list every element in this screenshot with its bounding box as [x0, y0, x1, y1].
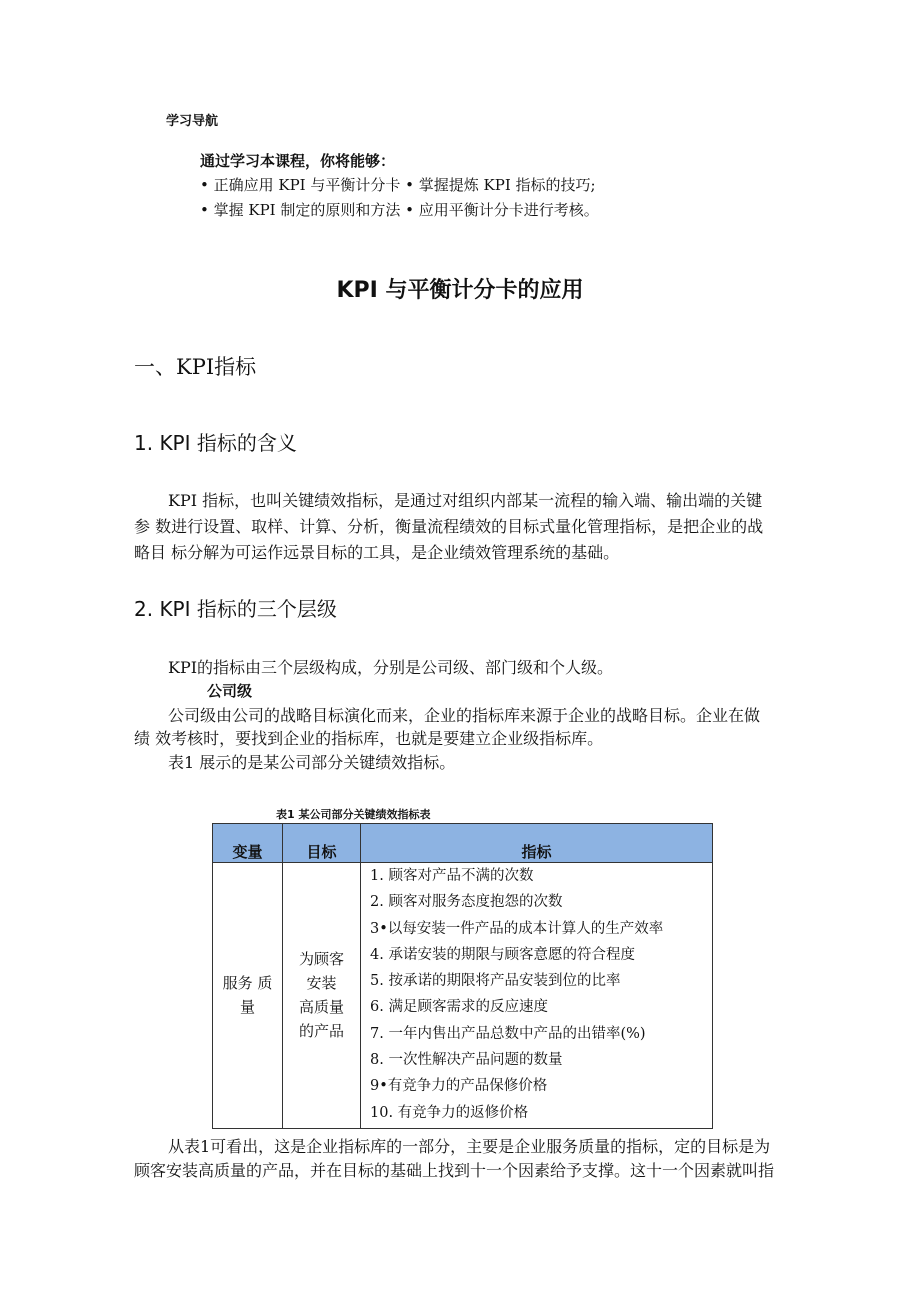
indicator-item: 4. 承诺安装的期限与顾客意愿的符合程度 — [370, 946, 635, 963]
column-header-indicator: 指标 — [361, 824, 713, 863]
definition-line: 参 数进行设置、取样、计算、分析，衡量流程绩效的目标式量化管理指标，是把企业的战 — [134, 517, 764, 536]
company-level-label: 公司级 — [207, 682, 253, 700]
target-line: 的产品 — [298, 1022, 344, 1041]
indicator-item: 1. 顾客对产品不满的次数 — [370, 868, 534, 884]
subsection-heading-definition: 1. KPI 指标的含义 — [134, 431, 297, 455]
indicator-item: 5. 按承诺的期限将产品安装到位的比率 — [370, 973, 621, 990]
indicator-item: 9•有竞争力的产品保修价格 — [370, 1078, 548, 1095]
indicator-item: 7. 一年内售出产品总数中产品的出错率(%) — [370, 1025, 646, 1042]
column-header-target: 目标 — [283, 824, 361, 863]
table-intro: 表1 展示的是某公司部分关键绩效指标。 — [168, 753, 456, 772]
document-title: KPI 与平衡计分卡的应用 — [336, 278, 584, 303]
target-cell — [283, 863, 361, 1129]
indicator-item: 2. 顾客对服务态度抱怨的次数 — [370, 894, 563, 911]
objective-bullet: • 掌握 KPI 制定的原则和方法 • 应用平衡计分卡进行考核。 — [200, 201, 599, 219]
kpi-table — [212, 823, 713, 1129]
table-header-row — [213, 824, 713, 863]
study-guide-title: 学习导航 — [166, 114, 219, 129]
indicator-item: 10. 有竞争力的返修价格 — [370, 1104, 529, 1121]
definition-line: KPI 指标，也叫关键绩效指标，是通过对组织内部某一流程的输入端、输出端的关键 — [168, 491, 763, 510]
indicator-item: 8. 一次性解决产品问题的数量 — [370, 1052, 563, 1069]
closing-line: 从表1可看出，这是企业指标库的一部分，主要是企业服务质量的指标，定的目标是为 — [168, 1137, 771, 1156]
table-row — [213, 863, 713, 1129]
objective-bullet: • 正确应用 KPI 与平衡计分卡 • 掌握提炼 KPI 指标的技巧; — [200, 176, 596, 194]
indicator-item: 6. 满足顾客需求的反应速度 — [370, 999, 548, 1016]
company-level-line: 公司级由公司的战略目标演化而来，企业的指标库来源于企业的战略目标。企业在做 — [168, 706, 761, 725]
target-line: 为顾客 — [298, 950, 344, 969]
objectives-lead: 通过学习本课程，你将能够： — [200, 152, 396, 170]
variable-line: 量 — [239, 998, 255, 1017]
variable-line: 服务 质 — [222, 974, 273, 993]
section-heading: 一、KPI指标 — [134, 355, 257, 379]
target-line: 高质量 — [298, 998, 344, 1017]
levels-intro: KPI的指标由三个层级构成，分别是公司级、部门级和个人级。 — [168, 658, 614, 677]
indicator-item: 3•以每安装一件产品的成本计算人的生产效率 — [370, 920, 664, 937]
definition-line: 略目 标分解为可运作远景目标的工具，是企业绩效管理系统的基础。 — [134, 543, 620, 562]
subsection-heading-levels: 2. KPI 指标的三个层级 — [134, 597, 337, 621]
variable-cell — [213, 863, 283, 1129]
target-line: 安装 — [306, 974, 337, 993]
closing-line: 顾客安装高质量的产品，并在目标的基础上找到十一个因素给予支撑。这十一个因素就叫指 — [134, 1161, 775, 1180]
table-caption: 表1 某公司部分关键绩效指标表 — [276, 808, 431, 821]
company-level-line: 绩 效考核时，要找到企业的指标库，也就是要建立企业级指标库。 — [134, 729, 604, 748]
column-header-variable: 变量 — [213, 824, 283, 863]
indicator-list-cell — [361, 863, 713, 1129]
